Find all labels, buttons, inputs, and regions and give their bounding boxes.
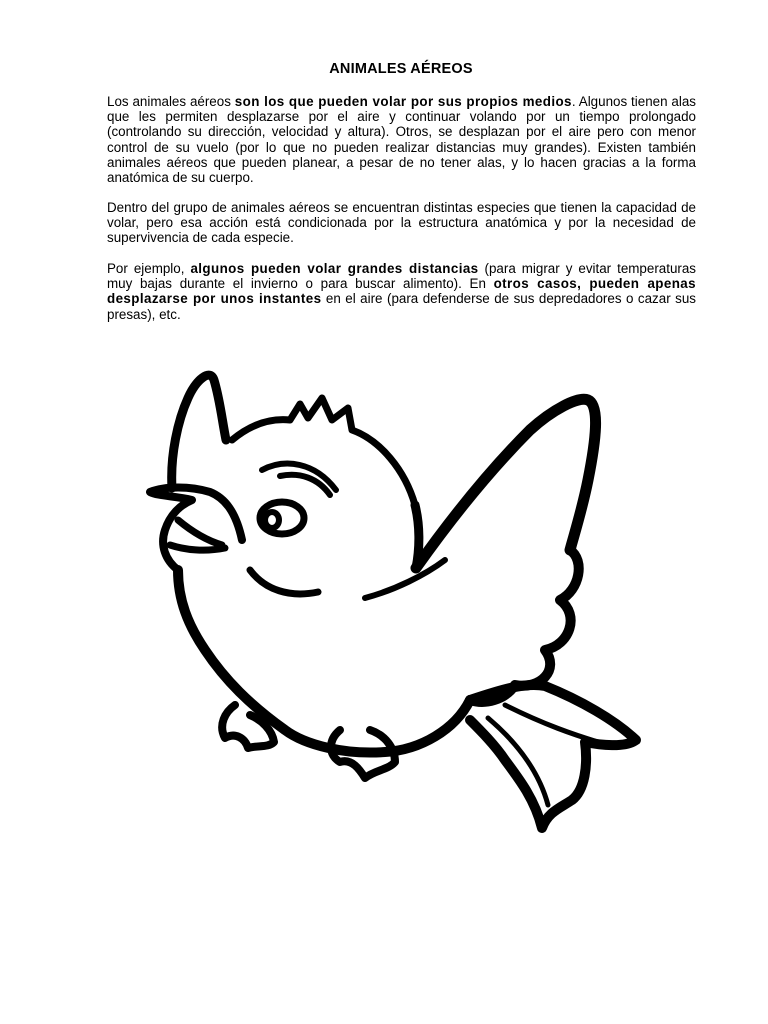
paragraph-intro-bold-1: son los que pueden volar por sus propios medios	[234, 94, 572, 109]
bird-tail	[470, 685, 636, 828]
bird-head-tuft	[172, 375, 226, 488]
bird-beak-upper	[150, 488, 242, 571]
bird-smile	[250, 570, 318, 594]
paragraph-groups: Dentro del grupo de animales aéreos se encuentran distintas especies que tienen la capacidad de volar, pero esa acción está condicionada por la estructura anatómica y por la necesidad de supervivencia de cada especie.	[107, 200, 696, 246]
bird-beak-lower	[170, 520, 225, 550]
bird-wing-lower	[470, 550, 579, 702]
paragraph-examples-text-1: Por ejemplo,	[107, 261, 191, 276]
bird-wing-inner	[365, 560, 445, 598]
paragraph-examples-bold-1: algunos pueden volar grandes distancias	[190, 261, 479, 276]
bird-brow	[262, 464, 336, 495]
page-title: ANIMALES AÉREOS	[329, 61, 473, 77]
paragraph-examples-text-3: en el aire (para defenderse de sus depredadores o cazar sus presas), etc.	[107, 291, 696, 322]
paragraph-intro-text-1: Los animales aéreos	[107, 94, 235, 109]
paragraph-intro-text-2: . Algunos tienen alas que les permiten desplazarse por el aire y continuar volando por un tiempo prolongado (controlando su dirección, velocidad y altura). Otros, se desplazan por el aire pero con menor control de su vuelo (por lo que no pueden realizar distancias muy grandes). Existen también animales aéreos que pueden planear, a pesar de no tener alas, y lo hacen gracias a la forma anatómica de su cuerpo.	[107, 94, 696, 186]
bird-pupil	[265, 512, 279, 528]
paragraph-examples-text-2: (para migrar y evitar temperaturas muy bajas durante el invierno o para buscar alimento). En	[107, 261, 696, 292]
bird-wing-upper	[416, 399, 596, 568]
paragraph-examples-bold-2: otros casos, pueden apenas desplazarse por unos instantes	[107, 276, 696, 307]
